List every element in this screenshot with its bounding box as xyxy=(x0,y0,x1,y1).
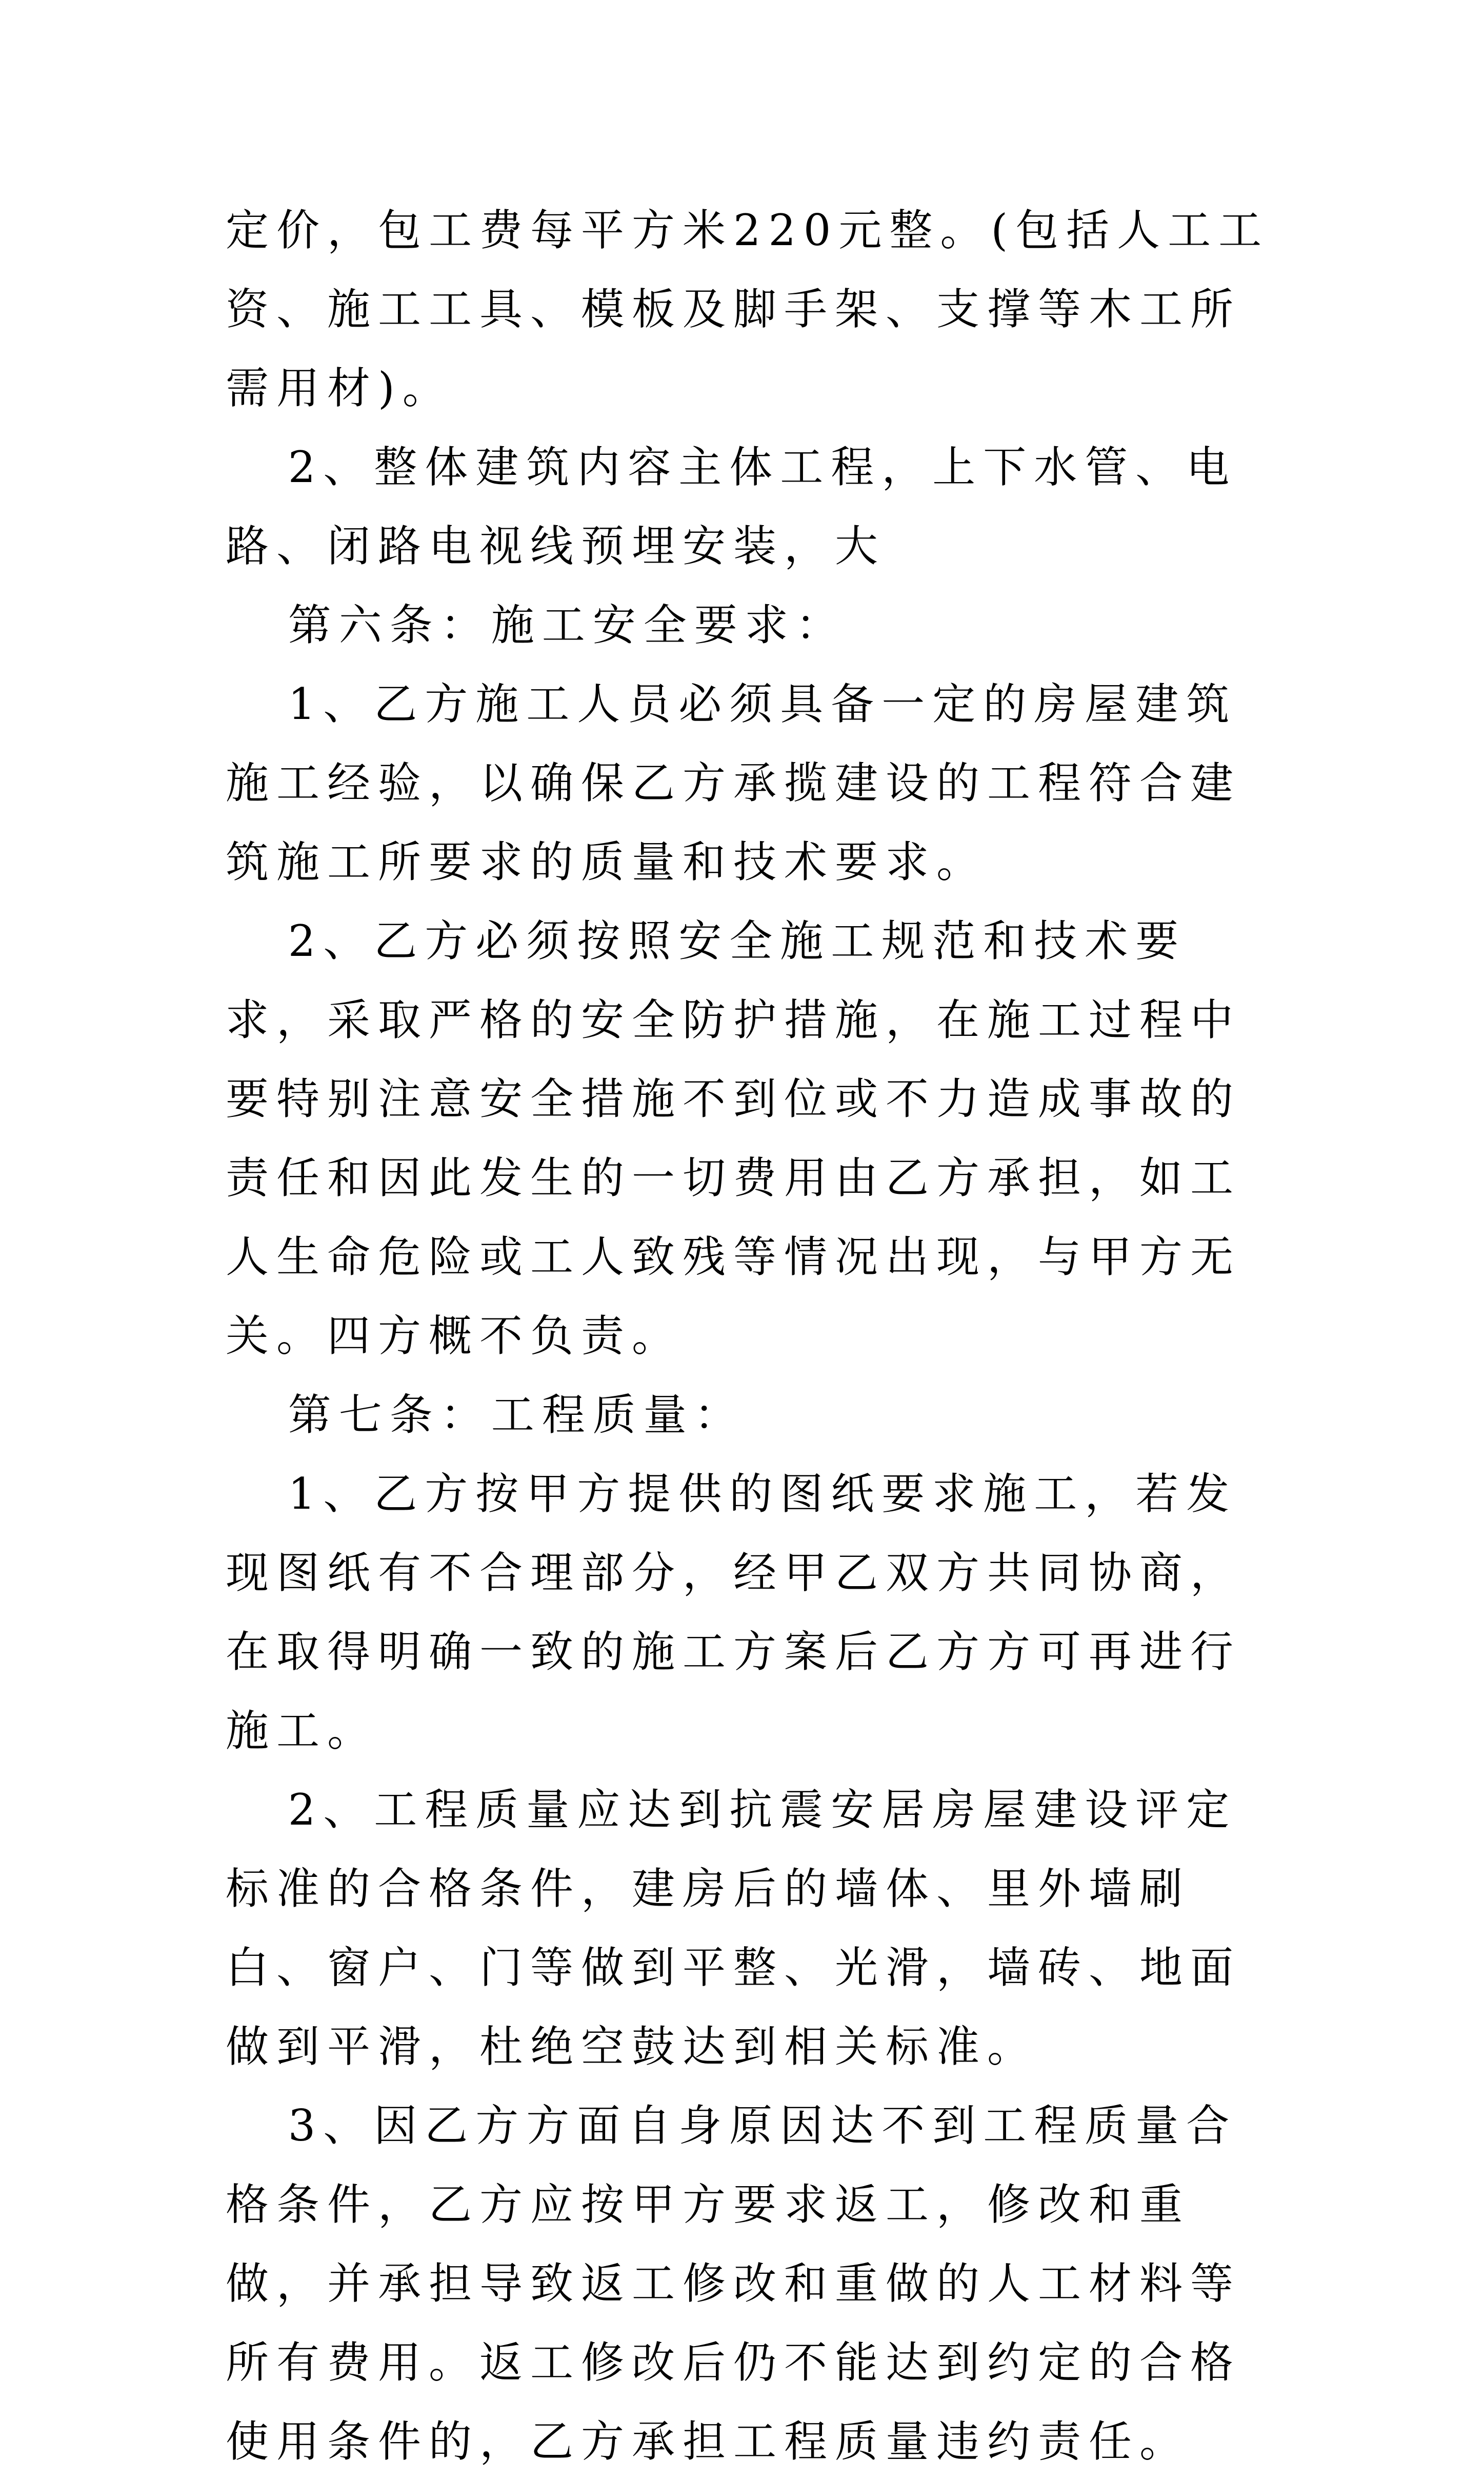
document-body xyxy=(226,191,1272,2481)
paragraph-safety-2: 2、乙方必须按照安全施工规范和技术要求，采取严格的安全防护措施，在施工过程中要特别注意安全措施不到位或不力造成事故的责任和因此发生的一切费用由乙方承担，如工人生命危险或工人致残等情况出现，与甲方无关。四方概不负责。 xyxy=(226,916,1241,1361)
paragraph-pricing: 定价，包工费每平方米220元整。(包括人工工资、施工工具、模板及脚手架、支撑等木工所需用材)。 xyxy=(226,205,1270,413)
section-heading-quality: 第七条：工程质量： xyxy=(288,1390,745,1440)
paragraph-quality-3: 3、因乙方方面自身原因达不到工程质量合格条件，乙方应按甲方要求返工，修改和重做，并承担导致返工修改和重做的人工材料等所有费用。返工修改后仍不能达到约定的合格使用条件的，乙方承担工程质量违约责任。 xyxy=(226,2100,1241,2467)
section-heading-safety: 第六条：施工安全要求： xyxy=(288,600,847,650)
paragraph-quality-2: 2、工程质量应达到抗震安居房屋建设评定标准的合格条件，建房后的墙体、里外墙刷白、窗户、门等做到平整、光滑，墙砖、地面做到平滑，杜绝空鼓达到相关标准。 xyxy=(226,1785,1241,2072)
paragraph-safety-1: 1、乙方施工人员必须具备一定的房屋建筑施工经验，以确保乙方承揽建设的工程符合建筑施工所要求的质量和技术要求。 xyxy=(226,679,1241,887)
paragraph-construction-scope: 2、整体建筑内容主体工程，上下水管、电路、闭路电视线预埋安装，大 xyxy=(226,442,1237,571)
paragraph-quality-1: 1、乙方按甲方提供的图纸要求施工，若发现图纸有不合理部分，经甲乙双方共同协商，在取得明确一致的施工方案后乙方方可再进行施工。 xyxy=(226,1469,1241,1756)
